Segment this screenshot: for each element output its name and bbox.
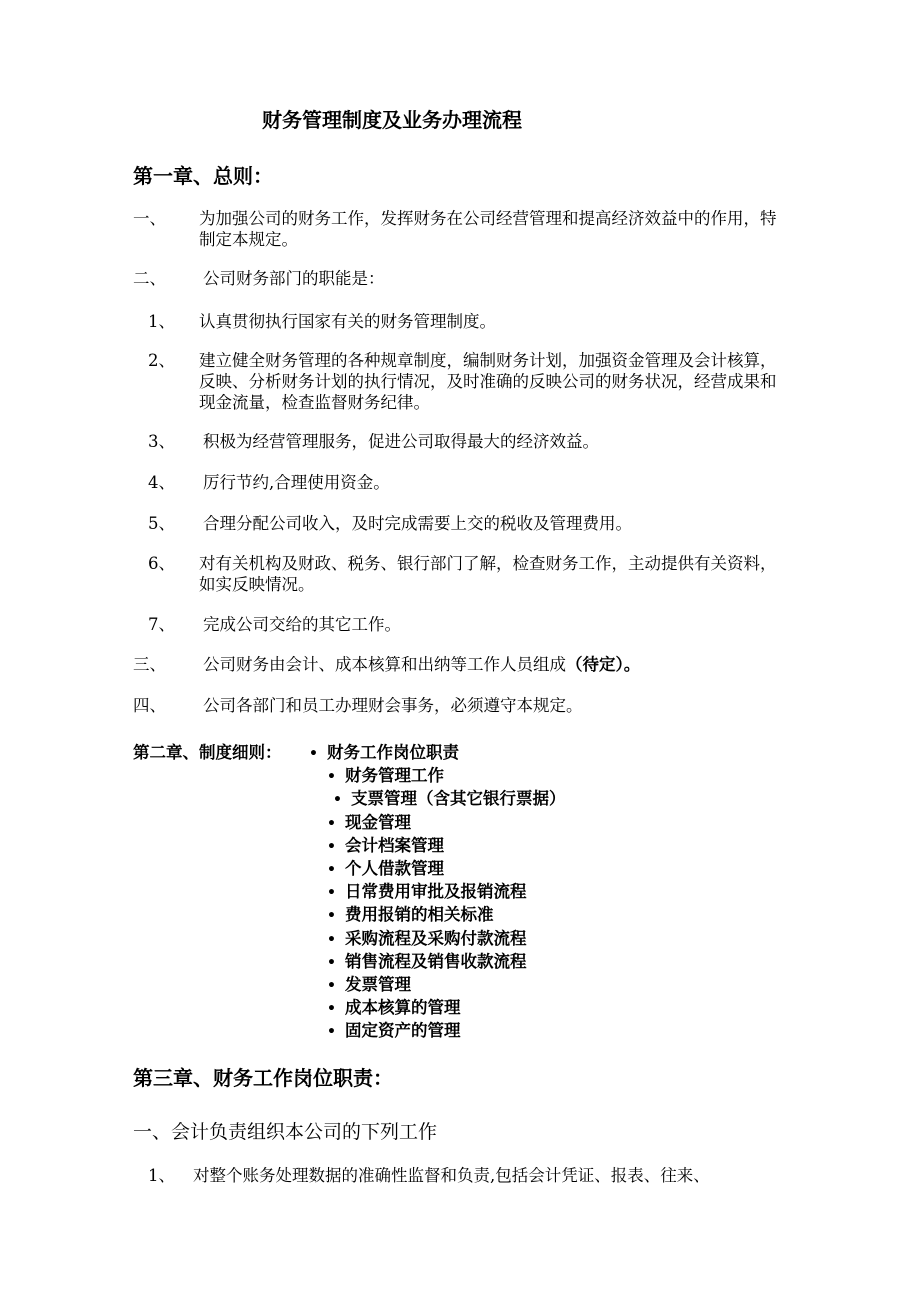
bullet-label: 发票管理 [345, 975, 411, 994]
bullet-icon: • [327, 769, 336, 785]
bullet-label: 现金管理 [345, 813, 411, 832]
function-text: 合理分配公司收入，及时完成需要上交的税收及管理费用。 [203, 514, 632, 533]
bullet-label: 支票管理（含其它银行票据） [351, 789, 566, 808]
bullet-icon: • [327, 932, 336, 948]
bullet-label: 会计档案管理 [345, 836, 444, 855]
bullet-icon: • [327, 1024, 336, 1040]
bullet-icon: • [327, 839, 336, 855]
bullet-label: 采购流程及采购付款流程 [345, 929, 527, 948]
item-text: 公司财务部门的职能是： [203, 269, 385, 288]
item-number: 一、 [133, 209, 166, 228]
function-number: 6、 [148, 554, 175, 573]
bullet-icon: • [327, 908, 336, 924]
item-text: 对整个账务处理数据的准确性监督和负责,包括会计凭证、报表、往来、 [193, 1166, 710, 1185]
chapter1-heading: 第一章、总则： [133, 164, 273, 188]
section-heading: 一、会计负责组织本公司的下列工作 [133, 1121, 438, 1143]
bullet-item [327, 809, 411, 833]
bullet-item [327, 901, 494, 925]
bullet-label: 财务管理工作 [345, 766, 444, 785]
bullet-icon: • [309, 746, 318, 762]
function-text: 建立健全财务管理的各种规章制度，编制财务计划，加强资金管理及会计核算，反映、分析财务计划的执行情况，及时准确的反映公司的财务状况，经营成果和现金流量，检查监督财务纪律。 [199, 351, 777, 412]
bullet-icon: • [333, 792, 342, 808]
function-text: 厉行节约,合理使用资金。 [203, 473, 390, 492]
bullet-icon: • [327, 885, 336, 901]
bullet-item [327, 832, 444, 856]
item3-note: （待定）。 [566, 655, 641, 674]
item-text: 为加强公司的财务工作，发挥财务在公司经营管理和提高经济效益中的作用，特制定本规定。 [199, 209, 777, 249]
item-text: 公司各部门和员工办理财会事务，必须遵守本规定。 [203, 696, 583, 715]
bullet-item [327, 878, 527, 902]
document-title: 财务管理制度及业务办理流程 [262, 108, 522, 132]
bullet-item [327, 1017, 461, 1041]
item-number: 四、 [133, 696, 166, 715]
item-number: 1、 [148, 1166, 175, 1185]
item3-text: 公司财务由会计、成本核算和出纳等工作人员组成 [203, 655, 566, 674]
function-number: 3、 [148, 432, 175, 451]
bullet-label: 销售流程及销售收款流程 [345, 952, 527, 971]
bullet-item [327, 855, 444, 879]
bullet-item [309, 739, 459, 763]
chapter2-heading: 第二章、制度细则： [133, 743, 282, 762]
bullet-label: 个人借款管理 [345, 859, 444, 878]
bullet-icon: • [327, 1001, 336, 1017]
item-number: 三、 [133, 655, 166, 674]
function-number: 1、 [148, 312, 175, 331]
bullet-label: 费用报销的相关标准 [345, 905, 494, 924]
bullet-item [327, 925, 527, 949]
item-number: 二、 [133, 269, 166, 288]
bullet-icon: • [327, 978, 336, 994]
chapter3-heading: 第三章、财务工作岗位职责： [133, 1066, 393, 1090]
bullet-label: 成本核算的管理 [345, 998, 461, 1017]
function-number: 7、 [148, 615, 175, 634]
bullet-icon: • [327, 955, 336, 971]
function-number: 4、 [148, 473, 175, 492]
bullet-item [327, 994, 461, 1018]
bullet-item [327, 762, 444, 786]
bullet-icon: • [327, 862, 336, 878]
bullet-label: 日常费用审批及报销流程 [345, 882, 527, 901]
function-text: 积极为经营管理服务，促进公司取得最大的经济效益。 [203, 432, 599, 451]
item-text [203, 654, 640, 675]
function-text: 对有关机构及财政、税务、银行部门了解，检查财务工作，主动提供有关资料，如实反映情况。 [199, 554, 777, 594]
function-number: 5、 [148, 514, 175, 533]
bullet-icon: • [327, 816, 336, 832]
bullet-item [327, 971, 411, 995]
bullet-label: 财务工作岗位职责 [327, 743, 459, 762]
bullet-item [327, 948, 527, 972]
function-text: 完成公司交给的其它工作。 [203, 615, 401, 634]
bullet-item [333, 785, 566, 809]
bullet-label: 固定资产的管理 [345, 1021, 461, 1040]
function-text: 认真贯彻执行国家有关的财务管理制度。 [199, 312, 496, 331]
function-number: 2、 [148, 351, 175, 370]
